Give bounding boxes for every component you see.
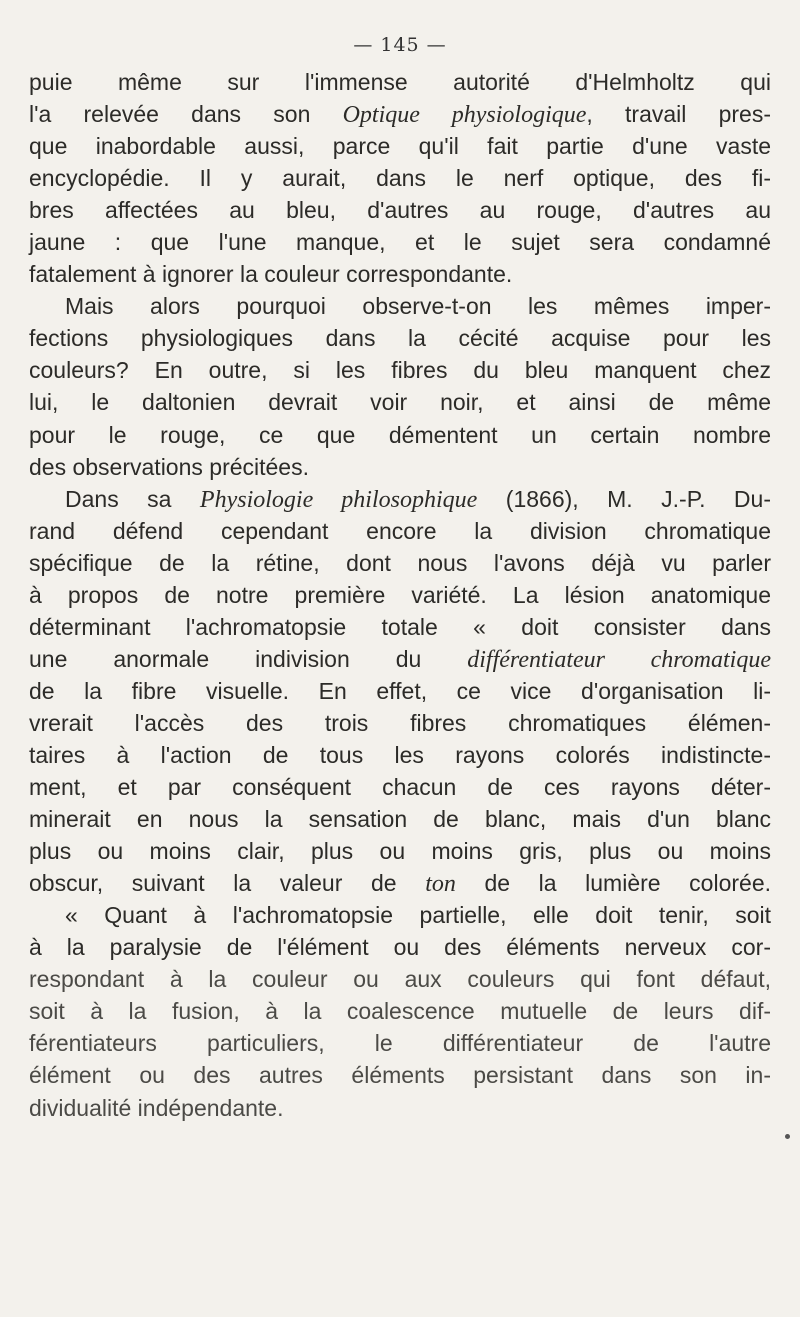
text-line <box>29 771 771 803</box>
text-line <box>29 162 771 194</box>
text-line <box>29 803 771 835</box>
italic-title: Physiologie philosophique <box>199 486 478 513</box>
text-run: à la paralysie de l'élément ou des éléments nerveux cor- <box>29 934 771 961</box>
italic-title: différentiateur chromatique <box>467 646 771 673</box>
text-line <box>29 1059 771 1091</box>
text-run: ment, et par conséquent chacun de ces rayons déter- <box>29 774 771 801</box>
text-run: bres affectées au bleu, d'autres au rouge, d'autres au <box>29 197 771 224</box>
text-run: minerait en nous la sensation de blanc, mais d'un blanc <box>29 806 771 833</box>
text-run: puie même sur l'immense autorité d'Helmholtz qui <box>29 69 771 95</box>
text-line <box>29 290 771 322</box>
text-run: vrerait l'accès des trois fibres chromatiques élémen- <box>29 709 771 736</box>
page-number: — 145 — <box>353 34 447 56</box>
text-line <box>29 66 771 98</box>
text-run: encyclopédie. Il y aurait, dans le nerf optique, des fi- <box>29 165 771 192</box>
text-run: Dans sa <box>65 485 200 512</box>
text-run: dividualité indépendante. <box>29 1094 284 1121</box>
text-run: jaune : que l'une manque, et le sujet sera condamné <box>29 229 771 256</box>
text-line <box>29 451 771 483</box>
text-line <box>29 98 771 130</box>
text-line <box>29 354 771 386</box>
text-run: couleurs? En outre, si les fibres du bleu manquent chez <box>29 357 771 384</box>
text-line <box>29 835 771 867</box>
text-run: de la fibre visuelle. En effet, ce vice d'organisation li- <box>29 677 771 704</box>
text-run: rand défend cependant encore la division chromatique <box>29 517 771 544</box>
text-line <box>29 611 771 643</box>
text-line <box>29 419 771 451</box>
italic-title: Optique physiologique <box>342 102 587 129</box>
text-line <box>29 931 771 963</box>
text-run: spécifique de la rétine, dont nous l'avons déjà vu parler <box>29 549 771 576</box>
text-line <box>29 707 771 739</box>
text-run: « Quant à l'achromatopsie partielle, elle doit tenir, soit <box>65 902 771 929</box>
text-run: pour le rouge, ce que démentent un certain nombre <box>29 421 771 448</box>
text-run: plus ou moins clair, plus ou moins gris, plus ou moins <box>29 838 771 865</box>
text-line <box>29 483 771 515</box>
text-line <box>29 226 771 258</box>
text-run: obscur, suivant la valeur de <box>29 870 426 897</box>
text-run: Mais alors pourquoi observe-t-on les mêmes imper- <box>65 293 771 320</box>
text-run: fections physiologiques dans la cécité acquise pour les <box>29 325 771 352</box>
text-run: à propos de notre première variété. La lésion anatomique <box>29 581 771 608</box>
text-line <box>29 579 771 611</box>
text-run: lui, le daltonien devrait voir noir, et ainsi de même <box>29 389 771 416</box>
text-run: taires à l'action de tous les rayons colorés indistincte- <box>29 741 771 768</box>
text-line <box>29 322 771 354</box>
text-run: de la lumière colorée. <box>455 870 771 897</box>
text-run: férentiateurs particuliers, le différentiateur de l'autre <box>29 1030 771 1057</box>
text-line <box>29 643 771 675</box>
italic-title: ton <box>425 871 456 898</box>
text-line <box>29 258 771 290</box>
text-run: l'a relevée dans son <box>29 101 343 128</box>
text-line <box>29 899 771 931</box>
text-run: respondant à la couleur ou aux couleurs qui font défaut, <box>29 966 771 993</box>
text-run: (1866), M. J.-P. Du- <box>477 485 771 512</box>
text-run: fatalement à ignorer la couleur correspondante. <box>29 261 513 288</box>
text-line <box>29 995 771 1027</box>
text-run: des observations précitées. <box>29 453 309 480</box>
text-line <box>29 963 771 995</box>
text-line <box>29 547 771 579</box>
text-line <box>29 867 771 899</box>
text-line <box>29 739 771 771</box>
body-text <box>29 66 771 1124</box>
text-run: une anormale indivision du <box>29 645 468 672</box>
text-line <box>29 515 771 547</box>
text-run: soit à la fusion, à la coalescence mutuelle de leurs dif- <box>29 998 771 1025</box>
margin-mark <box>785 1134 790 1139</box>
text-run: , travail pres- <box>586 101 771 128</box>
text-line <box>29 194 771 226</box>
text-line <box>29 1027 771 1059</box>
text-line <box>29 1092 771 1124</box>
text-line <box>29 386 771 418</box>
text-run: que inabordable aussi, parce qu'il fait partie d'une vaste <box>29 133 771 160</box>
text-line <box>29 675 771 707</box>
text-run: déterminant l'achromatopsie totale « doit consister dans <box>29 613 771 640</box>
text-line <box>29 130 771 162</box>
text-run: élément ou des autres éléments persistant dans son in- <box>29 1062 771 1089</box>
